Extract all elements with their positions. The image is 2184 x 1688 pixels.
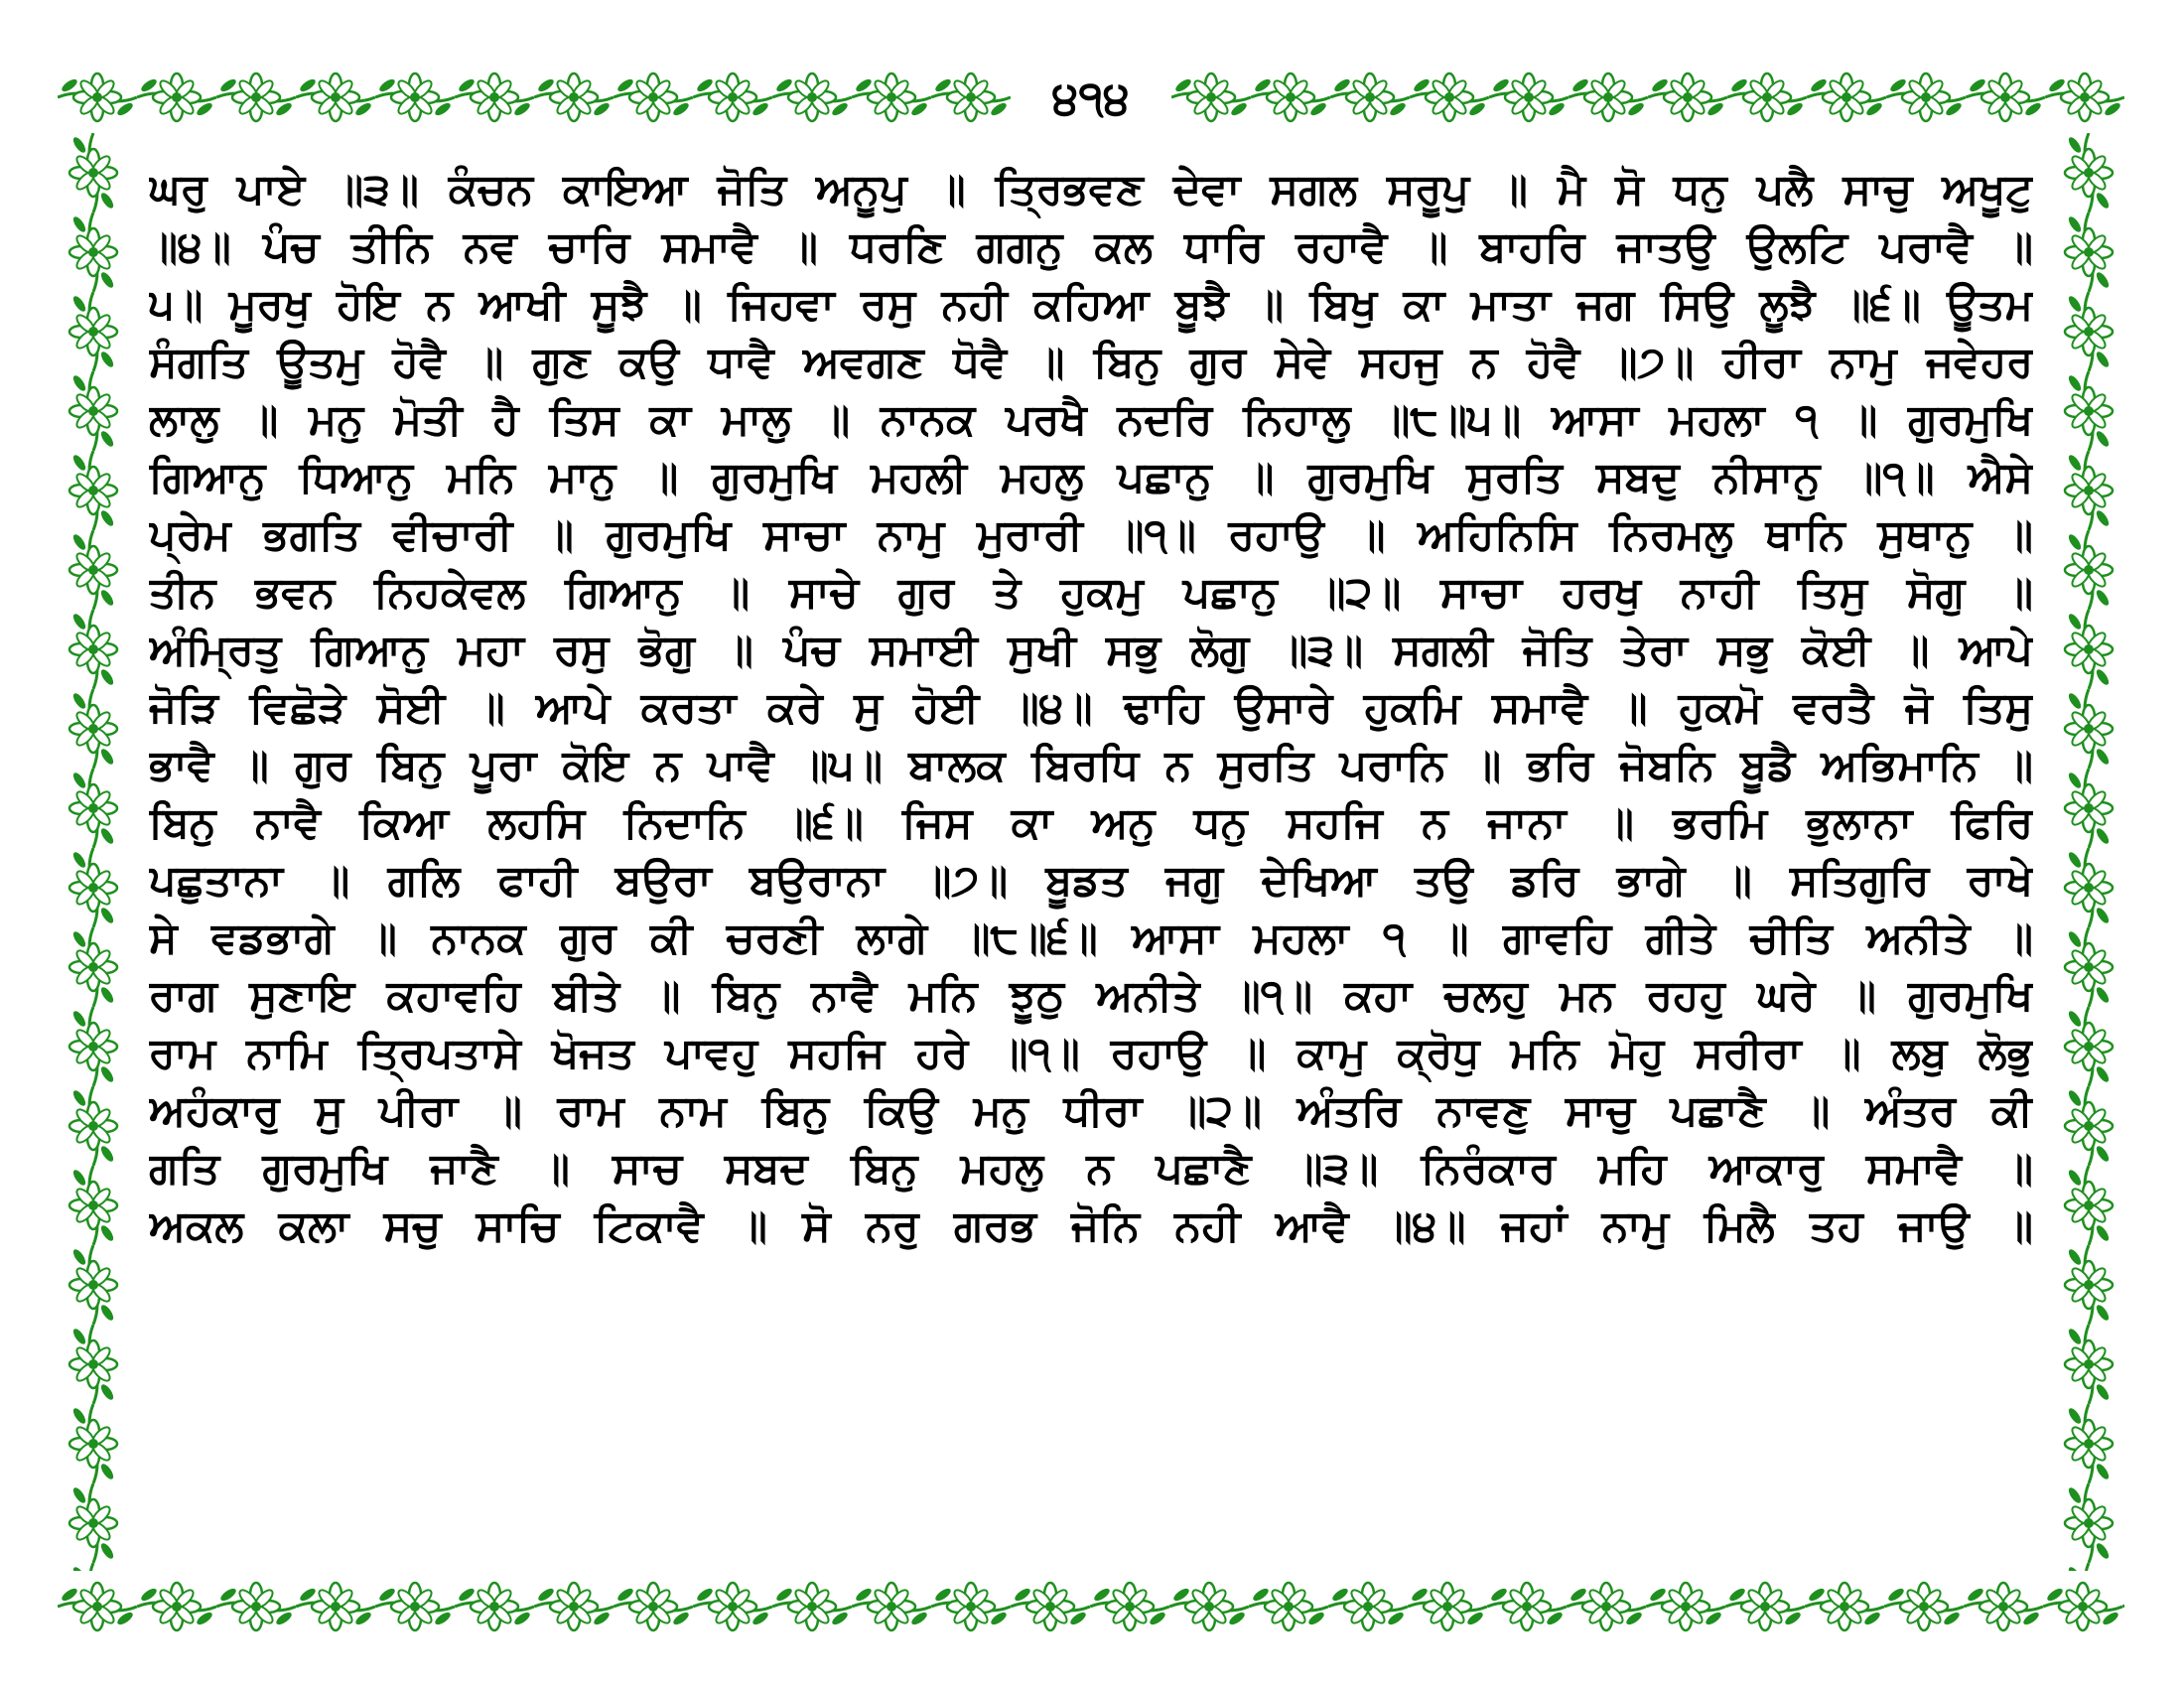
floral-border-right — [2053, 133, 2124, 1571]
text-line: ॥੪॥ ਪੰਚ ਤੀਨਿ ਨਵ ਚਾਰਿ ਸਮਾਵੈ ॥ ਧਰਣਿ ਗਗਨੁ ਕਲ ਧਾਰਿ ਰਹਾਵੈ ॥ ਬਾਹਰਿ ਜਾਤਉ ਉਲਟਿ ਪਰਾਵੈ ॥ — [149, 222, 2033, 272]
flower-vine-icon — [58, 62, 1011, 133]
text-line: ਰਾਮ ਨਾਮਿ ਤ੍ਰਿਪਤਾਸੇ ਖੋਜਤ ਪਾਵਹੁ ਸਹਜਿ ਹਰੇ ॥੧॥ ਰਹਾਉ ॥ ਕਾਮੁ ਕ੍ਰੋਧੁ ਮਨਿ ਮੋਹੁ ਸਰੀਰਾ ॥ ਲਬੁ ਲੋਭੁ — [149, 1029, 2033, 1078]
text-line: ਗਤਿ ਗੁਰਮੁਖਿ ਜਾਣੈ ॥ ਸਾਚ ਸਬਦ ਬਿਨੁ ਮਹਲੁ ਨ ਪਛਾਣੈ ॥੩॥ ਨਿਰੰਕਾਰ ਮਹਿ ਆਕਾਰੁ ਸਮਾਵੈ ॥ — [149, 1144, 2033, 1194]
floral-border-top-left — [58, 62, 1011, 133]
text-line: ਅਕਲ ਕਲਾ ਸਚੁ ਸਾਚਿ ਟਿਕਾਵੈ ॥ ਸੋ ਨਰੁ ਗਰਭ ਜੋਨਿ ਨਹੀ ਆਵੈ ॥੪॥ ਜਹਾਂ ਨਾਮੁ ਮਿਲੈ ਤਹ ਜਾਉ ॥ — [149, 1201, 2033, 1251]
text-line: ਭਾਵੈ ॥ ਗੁਰ ਬਿਨੁ ਪੂਰਾ ਕੋਇ ਨ ਪਾਵੈ ॥੫॥ ਬਾਲਕ ਬਿਰਧਿ ਨ ਸੁਰਤਿ ਪਰਾਨਿ ॥ ਭਰਿ ਜੋਬਨਿ ਬੂਡੈ ਅਭਿਮਾਨਿ ॥ — [149, 741, 2033, 790]
text-line: ਸੰਗਤਿ ਊਤਮੁ ਹੋਵੈ ॥ ਗੁਣ ਕਉ ਧਾਵੈ ਅਵਗਣ ਧੋਵੈ ॥ ਬਿਨੁ ਗੁਰ ਸੇਵੇ ਸਹਜੁ ਨ ਹੋਵੈ ॥੭॥ ਹੀਰਾ ਨਾਮੁ ਜਵੇਹਰ — [149, 338, 2033, 387]
text-line: ਲਾਲੁ ॥ ਮਨੁ ਮੋਤੀ ਹੈ ਤਿਸ ਕਾ ਮਾਲੁ ॥ ਨਾਨਕ ਪਰਖੈ ਨਦਰਿ ਨਿਹਾਲੁ ॥੮॥੫॥ ਆਸਾ ਮਹਲਾ ੧ ॥ ਗੁਰਮੁਖਿ — [149, 395, 2033, 445]
flower-vine-icon — [58, 1571, 2124, 1642]
text-line: ਤੀਨ ਭਵਨ ਨਿਹਕੇਵਲ ਗਿਆਨੁ ॥ ਸਾਚੇ ਗੁਰ ਤੇ ਹੁਕਮੁ ਪਛਾਨੁ ॥੨॥ ਸਾਚਾ ਹਰਖੁ ਨਾਹੀ ਤਿਸੁ ਸੋਗੁ ॥ — [149, 568, 2033, 618]
flower-vine-icon — [1171, 62, 2124, 133]
text-line: ਅਹੰਕਾਰੁ ਸੁ ਪੀਰਾ ॥ ਰਾਮ ਨਾਮ ਬਿਨੁ ਕਿਉ ਮਨੁ ਧੀਰਾ ॥੨॥ ਅੰਤਰਿ ਨਾਵਣੁ ਸਾਚੁ ਪਛਾਣੈ ॥ ਅੰਤਰ ਕੀ — [149, 1086, 2033, 1136]
floral-border-top-right — [1171, 62, 2124, 133]
floral-border-left — [58, 133, 129, 1571]
page-number: ੪੧੪ — [1052, 70, 1130, 124]
text-line: ਪਛੁਤਾਨਾ ॥ ਗਲਿ ਫਾਹੀ ਬਉਰਾ ਬਉਰਾਨਾ ॥੭॥ ਬੂਡਤ ਜਗੁ ਦੇਖਿਆ ਤਉ ਡਰਿ ਭਾਗੇ ॥ ਸਤਿਗੁਰਿ ਰਾਖੇ — [149, 856, 2033, 906]
floral-border-bottom — [58, 1571, 2124, 1642]
text-line: ੫॥ ਮੂਰਖੁ ਹੋਇ ਨ ਆਖੀ ਸੂਝੈ ॥ ਜਿਹਵਾ ਰਸੁ ਨਹੀ ਕਹਿਆ ਬੂਝੈ ॥ ਬਿਖੁ ਕਾ ਮਾਤਾ ਜਗ ਸਿਉ ਲੂਝੈ ॥੬॥ ਊਤਮ — [149, 280, 2033, 330]
flower-vine-icon — [2053, 133, 2124, 1571]
text-line: ਜੋੜਿ ਵਿਛੋੜੇ ਸੋਈ ॥ ਆਪੇ ਕਰਤਾ ਕਰੇ ਸੁ ਹੋਈ ॥੪॥ ਢਾਹਿ ਉਸਾਰੇ ਹੁਕਮਿ ਸਮਾਵੈ ॥ ਹੁਕਮੋ ਵਰਤੈ ਜੋ ਤਿਸੁ — [149, 683, 2033, 733]
text-line: ਪ੍ਰੇਮ ਭਗਤਿ ਵੀਚਾਰੀ ॥ ਗੁਰਮੁਖਿ ਸਾਚਾ ਨਾਮੁ ਮੁਰਾਰੀ ॥੧॥ ਰਹਾਉ ॥ ਅਹਿਨਿਸਿ ਨਿਰਮਲੁ ਥਾਨਿ ਸੁਥਾਨੁ ॥ — [149, 510, 2033, 560]
text-line: ਸੇ ਵਡਭਾਗੇ ॥ ਨਾਨਕ ਗੁਰ ਕੀ ਚਰਣੀ ਲਾਗੇ ॥੮॥੬॥ ਆਸਾ ਮਹਲਾ ੧ ॥ ਗਾਵਹਿ ਗੀਤੇ ਚੀਤਿ ਅਨੀਤੇ ॥ — [149, 914, 2033, 963]
text-line: ਅੰਮ੍ਰਿਤੁ ਗਿਆਨੁ ਮਹਾ ਰਸੁ ਭੋਗੁ ॥ ਪੰਚ ਸਮਾਈ ਸੁਖੀ ਸਭੁ ਲੋਗੁ ॥੩॥ ਸਗਲੀ ਜੋਤਿ ਤੇਰਾ ਸਭੁ ਕੋਈ ॥ ਆਪੇ — [149, 626, 2033, 675]
text-line: ਘਰੁ ਪਾਏ ॥੩॥ ਕੰਚਨ ਕਾਇਆ ਜੋਤਿ ਅਨੂਪੁ ॥ ਤ੍ਰਿਭਵਣ ਦੇਵਾ ਸਗਲ ਸਰੂਪੁ ॥ ਮੈ ਸੋ ਧਨੁ ਪਲੈ ਸਾਚੁ ਅਖੂਟੁ — [149, 165, 2033, 214]
text-line: ਬਿਨੁ ਨਾਵੈ ਕਿਆ ਲਹਸਿ ਨਿਦਾਨਿ ॥੬॥ ਜਿਸ ਕਾ ਅਨੁ ਧਨੁ ਸਹਜਿ ਨ ਜਾਨਾ ॥ ਭਰਮਿ ਭੁਲਾਨਾ ਫਿਰਿ — [149, 798, 2033, 848]
flower-vine-icon — [58, 133, 129, 1571]
text-line: ਗਿਆਨੁ ਧਿਆਨੁ ਮਨਿ ਮਾਨੁ ॥ ਗੁਰਮੁਖਿ ਮਹਲੀ ਮਹਲੁ ਪਛਾਨੁ ॥ ਗੁਰਮੁਖਿ ਸੁਰਤਿ ਸਬਦੁ ਨੀਸਾਨੁ ॥੧॥ ਐਸੇ — [149, 453, 2033, 502]
text-line: ਰਾਗ ਸੁਣਾਇ ਕਹਾਵਹਿ ਬੀਤੇ ॥ ਬਿਨੁ ਨਾਵੈ ਮਨਿ ਝੂਠੁ ਅਨੀਤੇ ॥੧॥ ਕਹਾ ਚਲਹੁ ਮਨ ਰਹਹੁ ਘਰੇ ॥ ਗੁਰਮੁਖਿ — [149, 971, 2033, 1021]
scripture-text — [149, 161, 2033, 1551]
